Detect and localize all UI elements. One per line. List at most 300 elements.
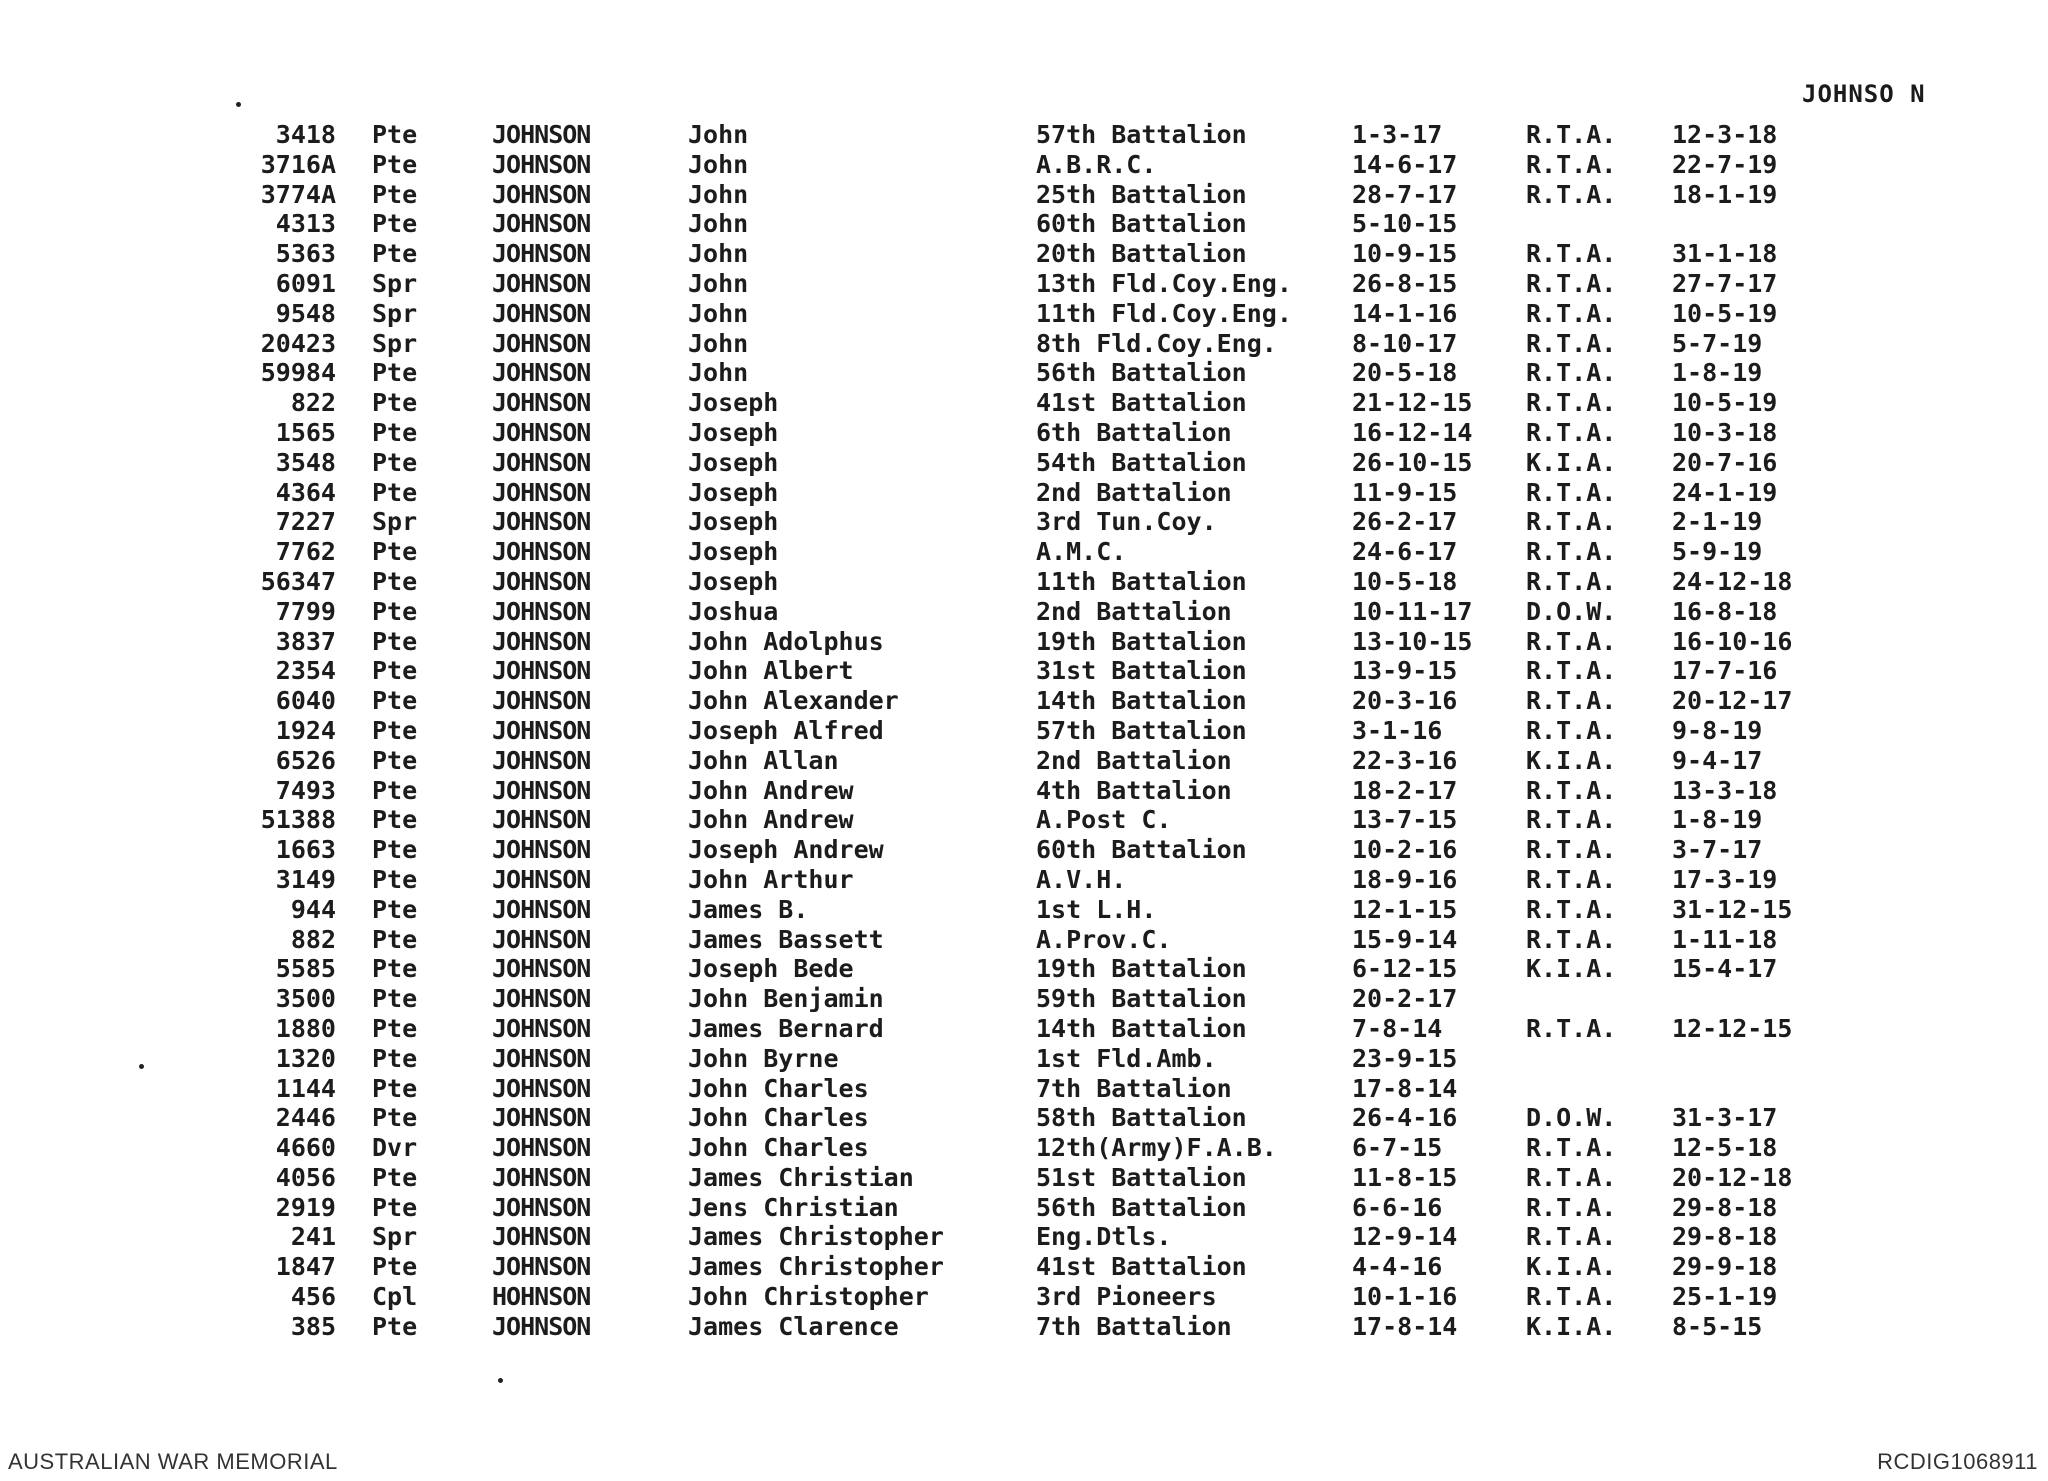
- unit: 41st Battalion: [1036, 1252, 1247, 1282]
- service-number: 822: [290, 388, 336, 418]
- fate-date: 2-1-19: [1672, 507, 1763, 537]
- fate: R.T.A.: [1526, 1222, 1617, 1252]
- service-number: 1847: [275, 1252, 336, 1282]
- given-names: John Christopher: [688, 1282, 929, 1312]
- given-names: James Clarence: [688, 1311, 899, 1341]
- enlistment-date: 13-9-15: [1352, 656, 1458, 686]
- surname: JOHNSON: [492, 298, 591, 328]
- rank: Pte: [372, 388, 418, 418]
- rank: Pte: [372, 835, 418, 865]
- unit: 12th(Army)F.A.B.: [1036, 1133, 1277, 1163]
- fate-date: 9-8-19: [1672, 715, 1763, 745]
- service-number: 944: [290, 894, 336, 924]
- enlistment-date: 8-10-17: [1352, 328, 1458, 358]
- rank: Spr: [372, 507, 418, 537]
- given-names: John: [688, 209, 749, 239]
- service-number: 56347: [260, 566, 336, 596]
- service-number: 456: [290, 1282, 336, 1312]
- enlistment-date: 10-2-16: [1352, 835, 1458, 865]
- enlistment-date: 26-8-15: [1352, 268, 1458, 298]
- unit: 56th Battalion: [1036, 358, 1247, 388]
- service-number: 4660: [275, 1133, 336, 1163]
- rank: Pte: [372, 1043, 418, 1073]
- service-number: 7227: [275, 507, 336, 537]
- surname: JOHNSON: [492, 954, 591, 984]
- unit: 41st Battalion: [1036, 388, 1247, 418]
- given-names: Joseph Andrew: [688, 835, 884, 865]
- service-number: 4056: [275, 1162, 336, 1192]
- page-surname-heading: JOHNSO N: [1802, 80, 1926, 108]
- enlistment-date: 17-8-14: [1352, 1073, 1458, 1103]
- surname: JOHNSON: [492, 656, 591, 686]
- rank: Pte: [372, 984, 418, 1014]
- paper-speck: [139, 1064, 144, 1069]
- record-row: [0, 299, 2048, 329]
- rank: Spr: [372, 1222, 418, 1252]
- record-row: [0, 1133, 2048, 1163]
- surname: JOHNSON: [492, 149, 591, 179]
- fate: R.T.A.: [1526, 1133, 1617, 1163]
- surname: JOHNSON: [492, 209, 591, 239]
- enlistment-date: 16-12-14: [1352, 417, 1473, 447]
- unit: 54th Battalion: [1036, 447, 1247, 477]
- surname: JOHNSON: [492, 388, 591, 418]
- enlistment-date: 24-6-17: [1352, 537, 1458, 567]
- unit: 7th Battalion: [1036, 1073, 1232, 1103]
- surname: JOHNSON: [492, 1133, 591, 1163]
- rank: Pte: [372, 686, 418, 716]
- fate: R.T.A.: [1526, 358, 1617, 388]
- given-names: John Charles: [688, 1133, 869, 1163]
- surname: JOHNSON: [492, 507, 591, 537]
- fate-date: 1-8-19: [1672, 805, 1763, 835]
- rank: Pte: [372, 715, 418, 745]
- service-number: 2446: [275, 1103, 336, 1133]
- record-row: [0, 239, 2048, 269]
- record-row: [0, 984, 2048, 1014]
- unit: 51st Battalion: [1036, 1162, 1247, 1192]
- surname: JOHNSON: [492, 477, 591, 507]
- enlistment-date: 26-4-16: [1352, 1103, 1458, 1133]
- unit: Eng.Dtls.: [1036, 1222, 1172, 1252]
- surname: JOHNSON: [492, 596, 591, 626]
- fate: R.T.A.: [1526, 686, 1617, 716]
- enlistment-date: 22-3-16: [1352, 745, 1458, 775]
- record-row: [0, 180, 2048, 210]
- fate-date: 29-8-18: [1672, 1222, 1778, 1252]
- fate-date: 17-3-19: [1672, 864, 1778, 894]
- rank: Pte: [372, 209, 418, 239]
- fate: R.T.A.: [1526, 864, 1617, 894]
- fate: R.T.A.: [1526, 1162, 1617, 1192]
- record-row: [0, 567, 2048, 597]
- rank: Spr: [372, 328, 418, 358]
- unit: 59th Battalion: [1036, 984, 1247, 1014]
- fate-date: 12-3-18: [1672, 120, 1778, 149]
- enlistment-date: 15-9-14: [1352, 924, 1458, 954]
- given-names: Joseph: [688, 477, 779, 507]
- rank: Pte: [372, 596, 418, 626]
- record-row: [0, 358, 2048, 388]
- record-row: [0, 627, 2048, 657]
- fate: R.T.A.: [1526, 1013, 1617, 1043]
- given-names: John Andrew: [688, 775, 854, 805]
- fate: R.T.A.: [1526, 417, 1617, 447]
- surname: JOHNSON: [492, 358, 591, 388]
- given-names: James Christian: [688, 1162, 914, 1192]
- service-number: 6040: [275, 686, 336, 716]
- service-number: 6526: [275, 745, 336, 775]
- fate-date: 10-5-19: [1672, 388, 1778, 418]
- given-names: James Bassett: [688, 924, 884, 954]
- paper-speck: [498, 1378, 503, 1383]
- rank: Pte: [372, 537, 418, 567]
- enlistment-date: 7-8-14: [1352, 1013, 1443, 1043]
- rank: Pte: [372, 864, 418, 894]
- fate: R.T.A.: [1526, 149, 1617, 179]
- given-names: Jens Christian: [688, 1192, 899, 1222]
- given-names: John: [688, 268, 749, 298]
- service-number: 241: [290, 1222, 336, 1252]
- unit: 8th Fld.Coy.Eng.: [1036, 328, 1277, 358]
- service-number: 6091: [275, 268, 336, 298]
- rank: Pte: [372, 566, 418, 596]
- record-row: [0, 925, 2048, 955]
- service-number: 9548: [275, 298, 336, 328]
- fate-date: 16-8-18: [1672, 596, 1778, 626]
- unit: 60th Battalion: [1036, 209, 1247, 239]
- unit: 2nd Battalion: [1036, 596, 1232, 626]
- service-number: 51388: [260, 805, 336, 835]
- surname: JOHNSON: [492, 715, 591, 745]
- rank: Pte: [372, 924, 418, 954]
- given-names: John Arthur: [688, 864, 854, 894]
- enlistment-date: 26-2-17: [1352, 507, 1458, 537]
- enlistment-date: 12-9-14: [1352, 1222, 1458, 1252]
- record-row: [0, 1312, 2048, 1342]
- fate: R.T.A.: [1526, 477, 1617, 507]
- rank: Pte: [372, 626, 418, 656]
- service-number: 2354: [275, 656, 336, 686]
- service-number: 7493: [275, 775, 336, 805]
- given-names: Joseph: [688, 388, 779, 418]
- given-names: John: [688, 149, 749, 179]
- service-number: 7762: [275, 537, 336, 567]
- rank: Pte: [372, 1103, 418, 1133]
- enlistment-date: 20-5-18: [1352, 358, 1458, 388]
- unit: A.V.H.: [1036, 864, 1127, 894]
- enlistment-date: 21-12-15: [1352, 388, 1473, 418]
- given-names: John: [688, 328, 749, 358]
- record-row: [0, 507, 2048, 537]
- enlistment-date: 6-7-15: [1352, 1133, 1443, 1163]
- enlistment-date: 10-11-17: [1352, 596, 1473, 626]
- service-number: 3716A: [260, 149, 336, 179]
- given-names: John: [688, 358, 749, 388]
- record-row: [0, 1044, 2048, 1074]
- enlistment-date: 5-10-15: [1352, 209, 1458, 239]
- unit: A.Post C.: [1036, 805, 1172, 835]
- fate: R.T.A.: [1526, 894, 1617, 924]
- rank: Pte: [372, 1162, 418, 1192]
- given-names: John: [688, 179, 749, 209]
- unit: 4th Battalion: [1036, 775, 1232, 805]
- service-number: 3500: [275, 984, 336, 1014]
- unit: 57th Battalion: [1036, 120, 1247, 149]
- enlistment-date: 18-9-16: [1352, 864, 1458, 894]
- surname: JOHNSON: [492, 626, 591, 656]
- given-names: John Albert: [688, 656, 854, 686]
- record-row: [0, 1193, 2048, 1223]
- service-number: 3774A: [260, 179, 336, 209]
- unit: 31st Battalion: [1036, 656, 1247, 686]
- surname: JOHNSON: [492, 894, 591, 924]
- fate-date: 24-1-19: [1672, 477, 1778, 507]
- record-row: [0, 1103, 2048, 1133]
- fate: R.T.A.: [1526, 537, 1617, 567]
- service-number: 4364: [275, 477, 336, 507]
- enlistment-date: 20-2-17: [1352, 984, 1458, 1014]
- enlistment-date: 14-1-16: [1352, 298, 1458, 328]
- given-names: James Christopher: [688, 1252, 944, 1282]
- fate-date: 9-4-17: [1672, 745, 1763, 775]
- enlistment-date: 26-10-15: [1352, 447, 1473, 477]
- given-names: John: [688, 298, 749, 328]
- unit: 60th Battalion: [1036, 835, 1247, 865]
- rank: Pte: [372, 805, 418, 835]
- fate-date: 5-7-19: [1672, 328, 1763, 358]
- record-row: [0, 418, 2048, 448]
- surname: JOHNSON: [492, 120, 591, 149]
- enlistment-date: 1-3-17: [1352, 120, 1443, 149]
- rank: Spr: [372, 298, 418, 328]
- surname: JOHNSON: [492, 775, 591, 805]
- fate-date: 13-3-18: [1672, 775, 1778, 805]
- given-names: James Christopher: [688, 1222, 944, 1252]
- archive-credit: AUSTRALIAN WAR MEMORIAL: [8, 1449, 338, 1474]
- unit: A.Prov.C.: [1036, 924, 1172, 954]
- enlistment-date: 6-6-16: [1352, 1192, 1443, 1222]
- service-number: 1663: [275, 835, 336, 865]
- service-number: 2919: [275, 1192, 336, 1222]
- surname: JOHNSON: [492, 179, 591, 209]
- service-number: 1880: [275, 1013, 336, 1043]
- record-row: [0, 1014, 2048, 1044]
- fate-date: 5-9-19: [1672, 537, 1763, 567]
- enlistment-date: 17-8-14: [1352, 1311, 1458, 1341]
- rank: Pte: [372, 1192, 418, 1222]
- unit: 3rd Tun.Coy.: [1036, 507, 1217, 537]
- given-names: John: [688, 120, 749, 149]
- unit: 2nd Battalion: [1036, 477, 1232, 507]
- rank: Pte: [372, 1013, 418, 1043]
- rank: Spr: [372, 268, 418, 298]
- service-number: 1565: [275, 417, 336, 447]
- fate-date: 1-8-19: [1672, 358, 1763, 388]
- enlistment-date: 13-10-15: [1352, 626, 1473, 656]
- record-row: [0, 835, 2048, 865]
- enlistment-date: 4-4-16: [1352, 1252, 1443, 1282]
- fate: R.T.A.: [1526, 715, 1617, 745]
- fate: R.T.A.: [1526, 328, 1617, 358]
- surname: JOHNSON: [492, 835, 591, 865]
- given-names: Joseph Alfred: [688, 715, 884, 745]
- enlistment-date: 10-5-18: [1352, 566, 1458, 596]
- unit: 1st L.H.: [1036, 894, 1157, 924]
- fate-date: 12-5-18: [1672, 1133, 1778, 1163]
- fate: R.T.A.: [1526, 120, 1617, 149]
- fate-date: 20-12-17: [1672, 686, 1793, 716]
- rank: Pte: [372, 1252, 418, 1282]
- given-names: John Byrne: [688, 1043, 839, 1073]
- surname: JOHNSON: [492, 1162, 591, 1192]
- unit: 19th Battalion: [1036, 626, 1247, 656]
- nominal-roll-list: [0, 120, 2048, 1342]
- unit: A.M.C.: [1036, 537, 1127, 567]
- record-row: [0, 865, 2048, 895]
- service-number: 1320: [275, 1043, 336, 1073]
- surname: JOHNSON: [492, 239, 591, 269]
- surname: JOHNSON: [492, 417, 591, 447]
- enlistment-date: 28-7-17: [1352, 179, 1458, 209]
- surname: JOHNSON: [492, 1043, 591, 1073]
- enlistment-date: 13-7-15: [1352, 805, 1458, 835]
- rank: Pte: [372, 954, 418, 984]
- rank: Pte: [372, 1073, 418, 1103]
- fate-date: 31-3-17: [1672, 1103, 1778, 1133]
- unit: 6th Battalion: [1036, 417, 1232, 447]
- enlistment-date: 11-8-15: [1352, 1162, 1458, 1192]
- unit: 14th Battalion: [1036, 1013, 1247, 1043]
- surname: JOHNSON: [492, 984, 591, 1014]
- record-row: [0, 1074, 2048, 1104]
- unit: 57th Battalion: [1036, 715, 1247, 745]
- enlistment-date: 14-6-17: [1352, 149, 1458, 179]
- fate: R.T.A.: [1526, 656, 1617, 686]
- fate-date: 20-12-18: [1672, 1162, 1793, 1192]
- fate: R.T.A.: [1526, 268, 1617, 298]
- rank: Pte: [372, 358, 418, 388]
- given-names: Joshua: [688, 596, 779, 626]
- fate-date: 31-1-18: [1672, 239, 1778, 269]
- surname: JOHNSON: [492, 805, 591, 835]
- record-row: [0, 954, 2048, 984]
- surname: JOHNSON: [492, 537, 591, 567]
- fate: K.I.A.: [1526, 745, 1617, 775]
- given-names: John: [688, 239, 749, 269]
- service-number: 3548: [275, 447, 336, 477]
- fate: K.I.A.: [1526, 1252, 1617, 1282]
- record-row: [0, 776, 2048, 806]
- fate: R.T.A.: [1526, 1192, 1617, 1222]
- record-row: [0, 448, 2048, 478]
- surname: JOHNSON: [492, 268, 591, 298]
- record-row: [0, 329, 2048, 359]
- surname: JOHNSON: [492, 1013, 591, 1043]
- given-names: John Charles: [688, 1073, 869, 1103]
- record-row: [0, 746, 2048, 776]
- fate-date: 15-4-17: [1672, 954, 1778, 984]
- given-names: James Bernard: [688, 1013, 884, 1043]
- fate: R.T.A.: [1526, 388, 1617, 418]
- paper-speck: [236, 102, 241, 107]
- rank: Pte: [372, 239, 418, 269]
- record-row: [0, 805, 2048, 835]
- service-number: 3837: [275, 626, 336, 656]
- fate: K.I.A.: [1526, 1311, 1617, 1341]
- fate-date: 31-12-15: [1672, 894, 1793, 924]
- unit: 13th Fld.Coy.Eng.: [1036, 268, 1292, 298]
- service-number: 20423: [260, 328, 336, 358]
- record-row: [0, 656, 2048, 686]
- fate-date: 24-12-18: [1672, 566, 1793, 596]
- given-names: Joseph Bede: [688, 954, 854, 984]
- unit: 1st Fld.Amb.: [1036, 1043, 1217, 1073]
- given-names: Joseph: [688, 566, 779, 596]
- unit: 11th Fld.Coy.Eng.: [1036, 298, 1292, 328]
- record-row: [0, 1222, 2048, 1252]
- fate: R.T.A.: [1526, 1282, 1617, 1312]
- unit: 2nd Battalion: [1036, 745, 1232, 775]
- given-names: Joseph: [688, 447, 779, 477]
- rank: Pte: [372, 477, 418, 507]
- rank: Pte: [372, 417, 418, 447]
- rank: Pte: [372, 745, 418, 775]
- rank: Pte: [372, 447, 418, 477]
- archive-reference: RCDIG1068911: [1877, 1449, 2038, 1474]
- service-number: 882: [290, 924, 336, 954]
- service-number: 1144: [275, 1073, 336, 1103]
- record-row: [0, 895, 2048, 925]
- fate: D.O.W.: [1526, 596, 1617, 626]
- given-names: Joseph: [688, 417, 779, 447]
- surname: JOHNSON: [492, 447, 591, 477]
- rank: Dvr: [372, 1133, 418, 1163]
- surname: JOHNSON: [492, 1073, 591, 1103]
- unit: A.B.R.C.: [1036, 149, 1157, 179]
- record-row: [0, 388, 2048, 418]
- given-names: John Benjamin: [688, 984, 884, 1014]
- unit: 56th Battalion: [1036, 1192, 1247, 1222]
- fate-date: 3-7-17: [1672, 835, 1763, 865]
- surname: JOHNSON: [492, 686, 591, 716]
- fate: R.T.A.: [1526, 805, 1617, 835]
- record-row: [0, 1282, 2048, 1312]
- fate-date: 10-3-18: [1672, 417, 1778, 447]
- fate-date: 29-9-18: [1672, 1252, 1778, 1282]
- fate: R.T.A.: [1526, 507, 1617, 537]
- fate-date: 10-5-19: [1672, 298, 1778, 328]
- enlistment-date: 23-9-15: [1352, 1043, 1458, 1073]
- service-number: 4313: [275, 209, 336, 239]
- fate-date: 27-7-17: [1672, 268, 1778, 298]
- rank: Pte: [372, 149, 418, 179]
- service-number: 5363: [275, 239, 336, 269]
- unit: 7th Battalion: [1036, 1311, 1232, 1341]
- enlistment-date: 10-9-15: [1352, 239, 1458, 269]
- service-number: 1924: [275, 715, 336, 745]
- given-names: John Charles: [688, 1103, 869, 1133]
- service-number: 5585: [275, 954, 336, 984]
- fate-date: 29-8-18: [1672, 1192, 1778, 1222]
- rank: Pte: [372, 775, 418, 805]
- record-row: [0, 597, 2048, 627]
- fate-date: 8-5-15: [1672, 1311, 1763, 1341]
- service-number: 3149: [275, 864, 336, 894]
- fate-date: 18-1-19: [1672, 179, 1778, 209]
- rank: Cpl: [372, 1282, 418, 1312]
- fate: R.T.A.: [1526, 775, 1617, 805]
